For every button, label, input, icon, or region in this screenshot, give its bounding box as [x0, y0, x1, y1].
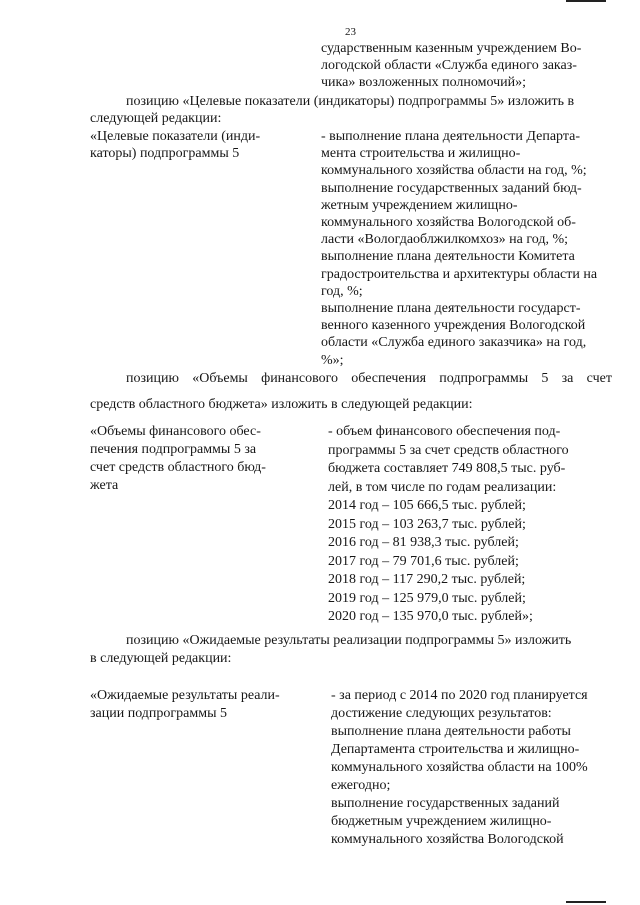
year-line: 2018 год – 117 290,2 тыс. рублей; [328, 572, 526, 587]
intro-continuation [321, 40, 581, 91]
text-line: каторы) подпрограммы 5 [90, 146, 240, 161]
year-line: 2016 год – 81 938,3 тыс. рублей; [328, 535, 519, 550]
text-line: позицию «Целевые показатели (индикаторы) подпрограммы 5» изложить в [126, 94, 575, 109]
text-line: коммунального хозяйства Вологодской об- [321, 215, 576, 231]
section-3-instruction [90, 632, 615, 668]
section-2-instruction-cont [90, 396, 472, 413]
text-line: «Целевые показатели (инди- [90, 129, 261, 144]
text-line: области «Служба единого заказчика» на год, [321, 335, 587, 351]
text-line: выполнение государственных заданий бюд- [321, 180, 582, 196]
text-line: жетным учреждением жилищно- [321, 197, 518, 213]
year-line: 2020 год – 135 970,0 тыс. рублей»; [328, 609, 533, 624]
text-line: - за период с 2014 по 2020 год планируется [331, 688, 588, 703]
scan-mark-bottom-right [566, 901, 606, 903]
text-line: позицию «Ожидаемые результаты реализации подпрограммы 5» изложить [126, 633, 572, 648]
text-line: коммунального хозяйства области на год, %; [321, 163, 587, 179]
text-line: жета [90, 478, 119, 493]
text-line: градостроительства и архитектуры области на [321, 266, 598, 282]
text-line: печения подпрограммы 5 за [90, 442, 257, 457]
text-line: следующей редакции: [90, 111, 222, 126]
text-line: мента строительства и жилищно- [321, 146, 521, 162]
year-line: 2019 год – 125 979,0 тыс. рублей; [328, 590, 526, 606]
year-line: 2015 год – 103 263,7 тыс. рублей; [328, 516, 526, 532]
text-line: %»; [321, 352, 344, 368]
text-line: выполнение плана деятельности государст- [321, 301, 581, 317]
text-line: год, %; [321, 283, 363, 299]
section-2-instruction [90, 370, 612, 387]
text-line: «Объемы финансового обес- [90, 424, 261, 439]
text-line: «Ожидаемые результаты реали- [90, 688, 280, 703]
section-3-left-cell [90, 687, 300, 723]
section-1-right-cell [321, 128, 597, 369]
text-line: в следующей редакции: [90, 651, 232, 666]
text-line: ласти «Вологдаоблжилкомхоз» на год, %; [321, 232, 569, 248]
text-line: позицию «Объемы финансового обеспечения подпрограммы 5 за счет [126, 371, 612, 386]
section-2-left-cell [90, 423, 290, 495]
text-line: программы 5 за счет средств областного [328, 442, 569, 458]
text-line: сударственным казенным учреждением Во- [321, 41, 582, 56]
text-line: ежегодно; [331, 778, 391, 793]
text-line: - объем финансового обеспечения под- [328, 424, 561, 439]
text-line: чика» возложенных полномочий»; [321, 75, 527, 90]
text-line: выполнение плана деятельности Комитета [321, 249, 575, 265]
text-line: бюджета составляет 749 808,5 тыс. руб- [328, 461, 566, 476]
text-line: коммунального хозяйства Вологодской [331, 832, 564, 847]
text-line: лей, в том числе по годам реализации: [328, 479, 557, 495]
text-line: средств областного бюджета» изложить в следующей редакции: [90, 397, 473, 412]
year-line: 2014 год – 105 666,5 тыс. рублей; [328, 498, 526, 513]
text-line: выполнение плана деятельности работы [331, 724, 571, 739]
section-1-left-cell [90, 128, 290, 162]
section-2-right-cell [328, 423, 569, 627]
year-line: 2017 год – 79 701,6 тыс. рублей; [328, 553, 519, 569]
text-line: венного казенного учреждения Вологодской [321, 318, 586, 334]
text-line: счет средств областного бюд- [90, 460, 266, 475]
text-line: выполнение государственных заданий [331, 796, 560, 811]
text-line: коммунального хозяйства области на 100% [331, 760, 588, 775]
text-line: бюджетным учреждением жилищно- [331, 814, 552, 829]
scan-mark-top-right [566, 0, 606, 2]
text-line: зации подпрограммы 5 [90, 706, 228, 721]
section-1-instruction [90, 93, 615, 127]
text-line: логодской области «Служба единого заказ- [321, 58, 577, 73]
text-line: Департамента строительства и жилищно- [331, 742, 580, 757]
text-line: достижение следующих результатов: [331, 706, 552, 721]
page-number: 23 [345, 26, 356, 38]
section-3-right-cell [331, 687, 588, 849]
text-line: - выполнение плана деятельности Департа- [321, 129, 581, 144]
